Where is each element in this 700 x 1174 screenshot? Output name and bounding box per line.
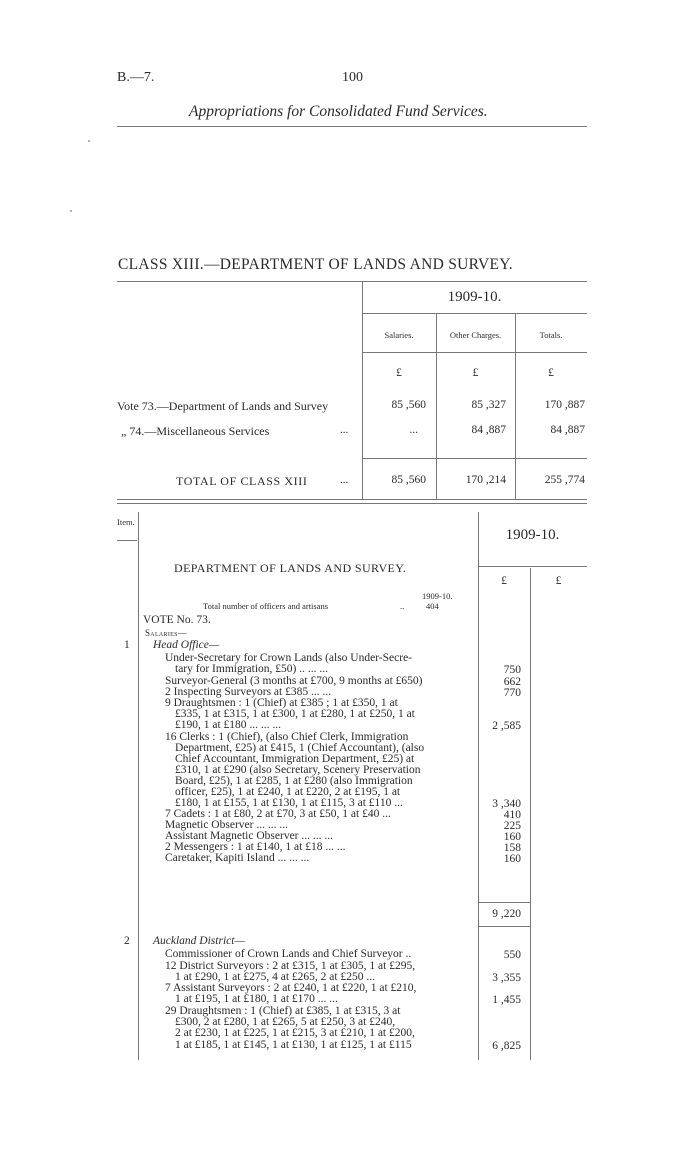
auckland-heading: Auckland District— bbox=[153, 935, 245, 947]
detail-line: £310, 1 at £290 (also Secretary, Scenery Preservation bbox=[175, 764, 421, 776]
salaries-heading: Salaries— bbox=[145, 628, 188, 638]
class-total-salaries: 85 ,560 bbox=[391, 474, 426, 486]
item-column-header: Item. bbox=[117, 517, 135, 527]
detail-line: 1 at £185, 1 at £145, 1 at £130, 1 at £125, 1 at £115 bbox=[175, 1039, 412, 1051]
currency-symbol: £ bbox=[472, 367, 479, 379]
detail-line: Caretaker, Kapiti Island ... ... ... bbox=[165, 852, 310, 864]
detail-line: Commissioner of Crown Lands and Chief Surveyor .. bbox=[165, 948, 412, 960]
dept-title: DEPARTMENT OF LANDS AND SURVEY. bbox=[174, 561, 407, 575]
class-total-dots: ... bbox=[340, 474, 349, 486]
vote-74-other: 84 ,887 bbox=[471, 424, 506, 436]
officers-dots: .. bbox=[400, 601, 405, 611]
detail-line: 1 at £290, 1 at £275, 4 at £265, 2 at £250 ... bbox=[175, 971, 375, 983]
officers-count: 404 bbox=[426, 601, 439, 611]
head-office-total: 9 ,220 bbox=[492, 908, 521, 920]
detail-line: Magnetic Observer ... ... ... bbox=[165, 819, 288, 831]
amount-cell: 410 bbox=[503, 809, 521, 821]
vote-74-dots: ... bbox=[340, 424, 349, 436]
head-office-heading: Head Office— bbox=[153, 639, 220, 651]
amount-cell: 160 bbox=[503, 853, 521, 865]
vote-73-label: Vote 73.—Department of Lands and Survey bbox=[117, 399, 329, 413]
item-col-divider bbox=[138, 512, 139, 1060]
subtotal-rule bbox=[478, 926, 530, 927]
amount-cell: 3 ,340 bbox=[492, 798, 521, 810]
currency-symbol: £ bbox=[555, 575, 562, 587]
detail-line: tary for Immigration, £50) .. ... ... bbox=[175, 663, 328, 675]
amount-cell: 3 ,355 bbox=[492, 972, 521, 984]
detail-line: 29 Draughtsmen : 1 (Chief) at £385, 1 at £315, 3 at bbox=[165, 1005, 401, 1017]
detail-year: 1909-10. bbox=[505, 527, 560, 543]
detail-line: 12 District Surveyors : 2 at £315, 1 at £305, 1 at £295, bbox=[165, 960, 416, 972]
scan-mark bbox=[70, 210, 72, 212]
amount-cell: 550 bbox=[503, 949, 521, 961]
currency-symbol: £ bbox=[501, 575, 507, 587]
amount-cell: 225 bbox=[503, 820, 521, 832]
detail-line: £335, 1 at £315, 1 at £300, 1 at £280, 1 at £250, 1 at bbox=[175, 708, 415, 720]
detail-line: £300, 2 at £280, 1 at £265, 5 at £250, 3 at £240, bbox=[175, 1016, 396, 1028]
class-total-total: 255 ,774 bbox=[544, 474, 585, 486]
summary-year: 1909-10. bbox=[447, 289, 502, 305]
detail-line: £190, 1 at £180 ... ... ... bbox=[175, 719, 282, 731]
detail-line: Board, £25), 1 at £285, 1 at £280 (also Immigration bbox=[175, 775, 413, 787]
summary-col-other: Other Charges. bbox=[449, 330, 502, 340]
summary-header-rule bbox=[362, 352, 587, 353]
summary-total-rule bbox=[362, 458, 587, 459]
summary-top-rule bbox=[117, 281, 587, 282]
detail-line: 2 Inspecting Surveyors at £385 ... ... bbox=[165, 686, 332, 698]
detail-line: 1 at £195, 1 at £180, 1 at £170 ... ... bbox=[175, 993, 338, 1005]
item-header-rule bbox=[117, 540, 137, 541]
vote-73-total: 170 ,887 bbox=[544, 399, 585, 411]
currency-symbol: £ bbox=[548, 367, 554, 379]
vote-74-salaries: ... bbox=[409, 424, 418, 436]
item-number: 2 bbox=[124, 935, 130, 947]
summary-col-salaries: Salaries. bbox=[384, 330, 414, 340]
officers-year: 1909-10. bbox=[422, 591, 453, 601]
vote-74-total: 84 ,887 bbox=[550, 424, 585, 436]
detail-line: 9 Draughtsmen : 1 (Chief) at £385 ; 1 at £350, 1 at bbox=[165, 697, 398, 709]
item-number: 1 bbox=[124, 639, 130, 651]
vote-heading: VOTE No. 73. bbox=[143, 614, 211, 626]
amount-cell: 662 bbox=[503, 676, 521, 688]
summary-col-totals: Totals. bbox=[539, 330, 563, 340]
detail-line: Chief Accountant, Immigration Department, £25) at bbox=[175, 753, 415, 765]
detail-line: 16 Clerks : 1 (Chief), (also Chief Clerk, Immigration bbox=[165, 731, 409, 743]
detail-line: 7 Cadets : 1 at £80, 2 at £70, 3 at £50, 1 at £40 ... bbox=[165, 808, 391, 820]
class-title: CLASS XIII.—DEPARTMENT OF LANDS AND SURVEY. bbox=[118, 256, 513, 273]
detail-line: Surveyor-General (3 months at £700, 9 months at £650) bbox=[165, 675, 423, 687]
detail-year-rule bbox=[478, 566, 587, 567]
detail-line: £180, 1 at £155, 1 at £130, 1 at £115, 3 at £110 ... bbox=[175, 797, 403, 809]
subtotal-rule bbox=[478, 902, 530, 903]
detail-line: 2 Messengers : 1 at £140, 1 at £18 ... ... bbox=[165, 841, 346, 853]
detail-line: 7 Assistant Surveyors : 2 at £240, 1 at £220, 1 at £210, bbox=[165, 982, 417, 994]
amount-cell: 2 ,585 bbox=[492, 720, 521, 732]
amount-cell: 750 bbox=[503, 664, 521, 676]
detail-line: Department, £25) at £415, 1 (Chief Accountant), (also bbox=[175, 742, 425, 754]
header-rule bbox=[117, 126, 587, 127]
vote-73-salaries: 85 ,560 bbox=[391, 399, 426, 411]
amount-cell: 6 ,825 bbox=[492, 1040, 521, 1052]
vote-74-label: „ 74.—Miscellaneous Services bbox=[121, 424, 270, 438]
scan-mark bbox=[88, 140, 90, 142]
currency-symbol: £ bbox=[396, 367, 402, 379]
amount-col-divider bbox=[530, 568, 531, 1060]
document-ref: B.—7. bbox=[117, 70, 155, 85]
amount-cell: 1 ,455 bbox=[492, 994, 521, 1006]
amount-cell: 158 bbox=[503, 842, 521, 854]
class-total-label: TOTAL OF CLASS XIII bbox=[176, 474, 308, 488]
summary-bottom-rule-2 bbox=[117, 503, 587, 504]
page-title: Appropriations for Consolidated Fund Services. bbox=[189, 103, 488, 120]
page-number: 100 bbox=[342, 70, 363, 85]
detail-line: 2 at £230, 1 at £225, 1 at £215, 3 at £210, 1 at £200, bbox=[175, 1027, 415, 1039]
summary-col-divider bbox=[362, 281, 363, 499]
summary-bottom-rule bbox=[117, 499, 587, 500]
officers-label: Total number of officers and artisans bbox=[203, 601, 329, 611]
summary-year-rule bbox=[362, 313, 587, 314]
detail-line: officer, £25), 1 at £240, 1 at £220, 2 at £195, 1 at bbox=[175, 786, 401, 798]
amount-cell: 770 bbox=[503, 687, 521, 699]
vote-73-other: 85 ,327 bbox=[471, 399, 506, 411]
detail-line: Under-Secretary for Crown Lands (also Under-Secre- bbox=[165, 652, 413, 664]
amount-cell: 160 bbox=[503, 831, 521, 843]
class-total-other: 170 ,214 bbox=[465, 474, 506, 486]
detail-line: Assistant Magnetic Observer ... ... ... bbox=[165, 830, 333, 842]
